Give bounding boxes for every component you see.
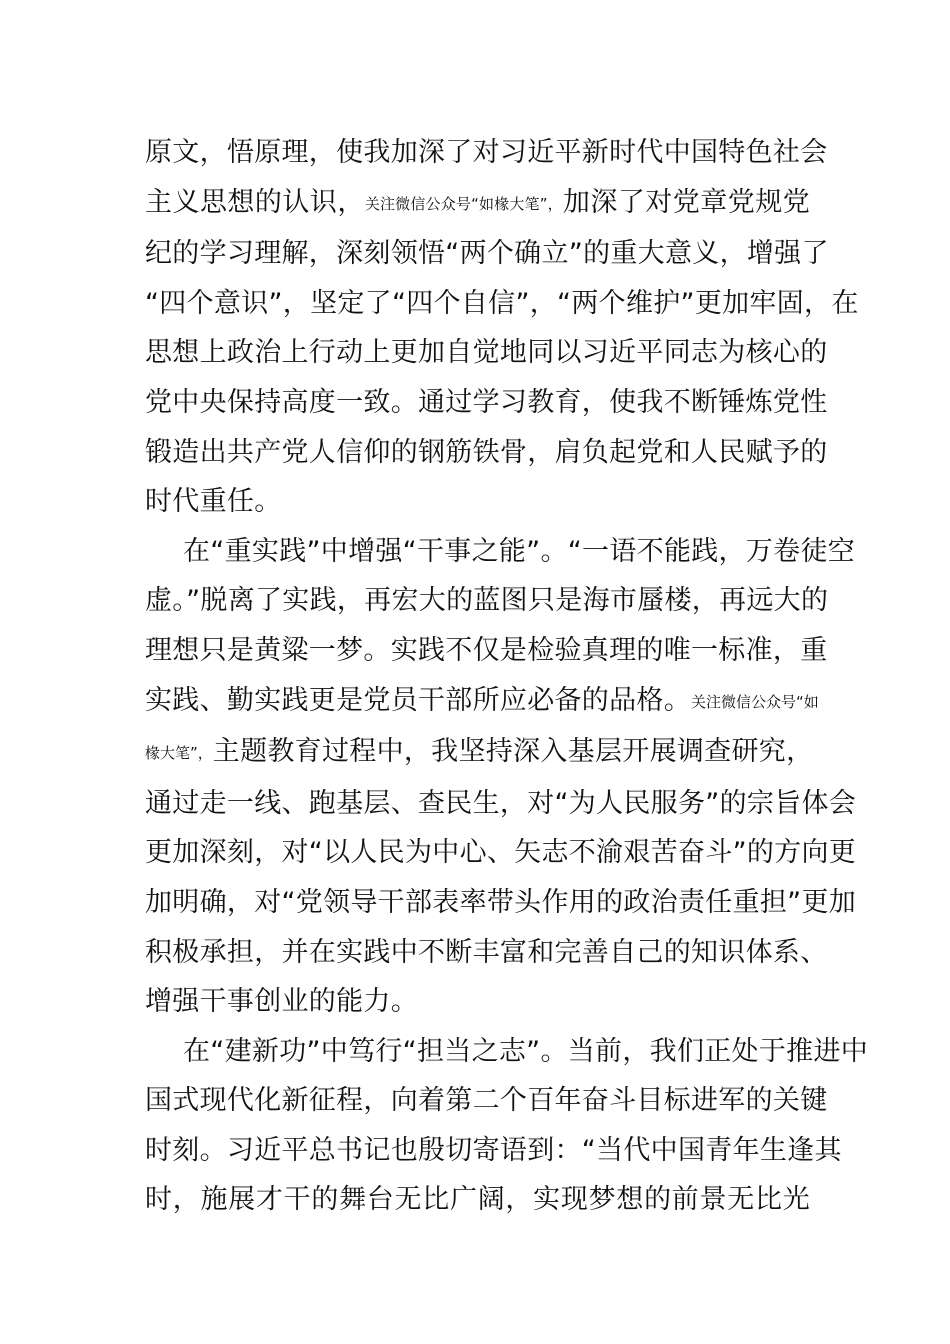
- paragraph-line: 党中央保持高度一致。通过学习教育，使我不断锤炼党性: [145, 386, 828, 418]
- paragraph-line: 增强干事创业的能力。: [145, 986, 418, 1018]
- paragraph-line: 时刻。习近平总书记也殷切寄语到：“当代中国青年生逢其: [145, 1134, 842, 1166]
- paragraph-line: “四个意识”，坚定了“四个自信”，“两个维护”更加牢固，在: [145, 287, 859, 319]
- watermark-note: 关注微信公众号“如椽大笔”，: [364, 194, 563, 213]
- paragraph-line: 思想上政治上行动上更加自觉地同以习近平同志为核心的: [145, 337, 828, 369]
- watermark-note: 椽大笔”，: [145, 744, 213, 763]
- paragraph-line: 锻造出共产党人信仰的钢筋铁骨，肩负起党和人民赋予的: [145, 436, 828, 468]
- paragraph-line: 在“重实践”中增强“干事之能”。“一语不能践，万卷徒空: [183, 535, 856, 567]
- paragraph-line: 时，施展才干的舞台无比广阔，实现梦想的前景无比光: [145, 1184, 810, 1216]
- body-text: [145, 128, 869, 1225]
- paragraph-line: 主义思想的认识，关注微信公众号“如椽大笔”，加深了对党章党规党: [145, 186, 810, 218]
- paragraph-line: 国式现代化新征程，向着第二个百年奋斗目标进军的关键: [145, 1085, 828, 1117]
- paragraph-line: 加明确，对“党领导干部表率带头作用的政治责任重担”更加: [145, 886, 857, 918]
- paragraph-line: 实践、勤实践更是党员干部所应必备的品格。关注微信公众号“如: [145, 684, 819, 716]
- paragraph-line: 通过走一线、跑基层、查民生，对“为人民服务”的宗旨体会: [145, 787, 857, 819]
- paragraph-line: 原文，悟原理，使我加深了对习近平新时代中国特色社会: [145, 137, 828, 168]
- paragraph-line: 椽大笔”，主题教育过程中，我坚持深入基层开展调查研究，: [145, 736, 814, 768]
- watermark-note: 关注微信公众号“如: [691, 692, 819, 711]
- paragraph-line: 在“建新功”中笃行“担当之志”。当前，我们正处于推进中: [183, 1035, 869, 1067]
- paragraph-line: 积极承担，并在实践中不断丰富和完善自己的知识体系、: [145, 936, 828, 968]
- paragraph-line: 纪的学习理解，深刻领悟“两个确立”的重大意义，增强了: [145, 238, 829, 270]
- paragraph-line: 虚。”脱离了实践，再宏大的蓝图只是海市蜃楼，再远大的: [145, 585, 829, 617]
- paragraph-line: 理想只是黄粱一梦。实践不仅是检验真理的唯一标准，重: [145, 634, 828, 666]
- paragraph-line: 更加深刻，对“以人民为中心、矢志不渝艰苦奋斗”的方向更: [145, 837, 857, 869]
- paragraph-line: 时代重任。: [145, 486, 282, 518]
